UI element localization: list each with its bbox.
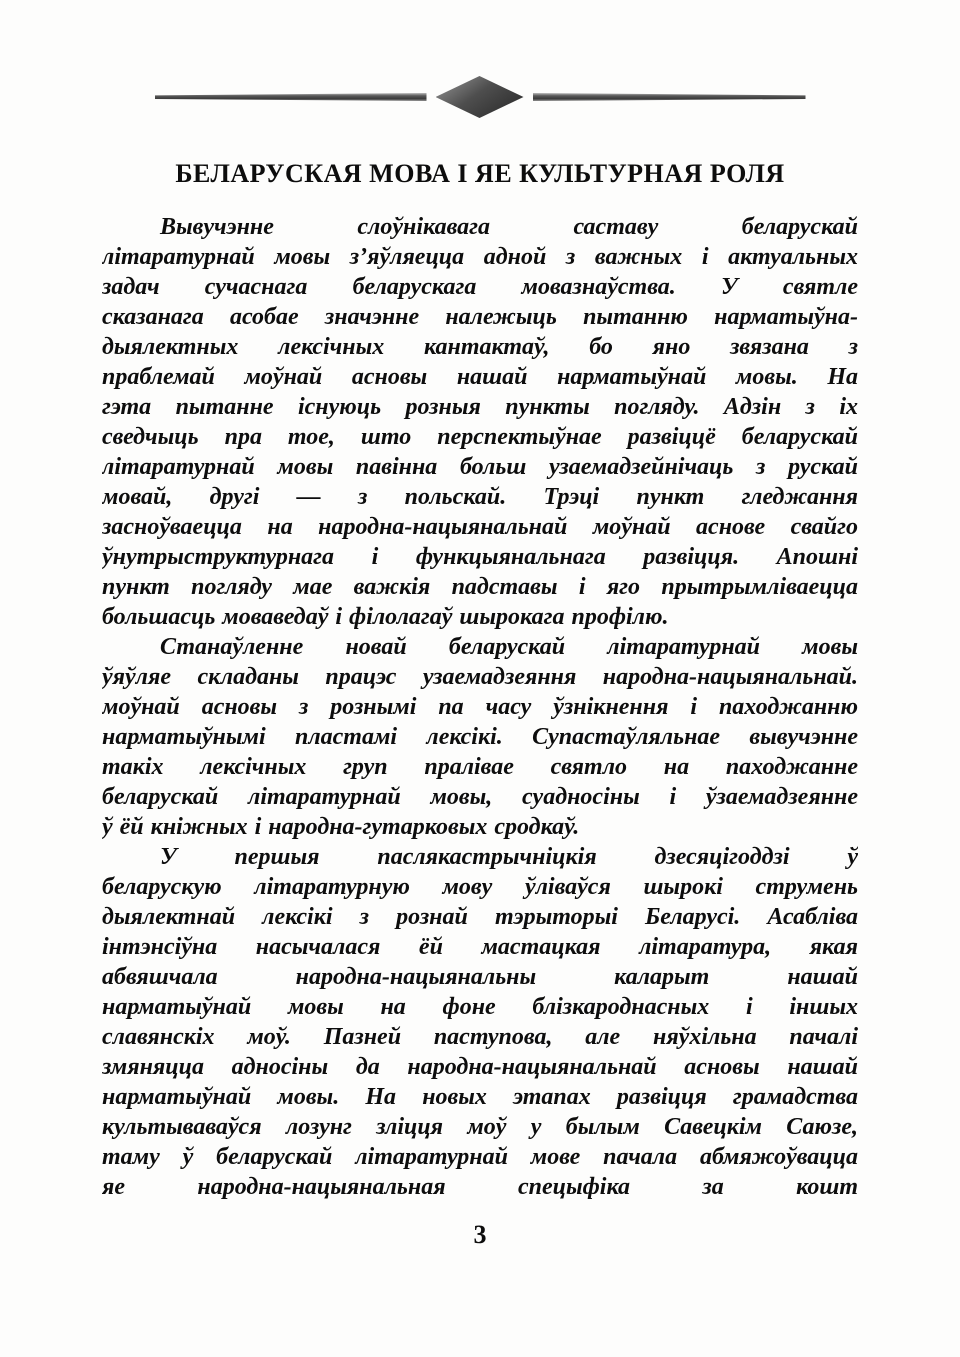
paragraph (102, 212, 858, 632)
text-line: нарматыўнай мовы на фоне блізкароднасных і іншых (102, 994, 858, 1020)
text-line: славянскіх моў. Пазней паступова, але няўхільна пачалі (102, 1024, 858, 1050)
text-line: ў ёй кніжных і народна-гутарковых сродкаў. (102, 814, 580, 840)
text-line: сведчыць пра тое, што перспектыўнае развіццё беларускай (102, 424, 858, 450)
text-line: ўяўляе складаны працэс узаемадзеяння народна-нацыянальнай. (102, 664, 858, 690)
text-line: пункт погляду мае важкія падставы і яго прытрымліваецца (102, 574, 858, 600)
paragraph (102, 842, 858, 1202)
text-line: ўнутрыструктурнага і функцыянальнага развіцця. Апошні (102, 544, 858, 570)
text-line: мовай, другі — з польскай. Трэці пункт гледжання (102, 484, 858, 510)
text-line: такіх лексічных груп пралівае святло на паходжанне (102, 754, 858, 780)
text-line: У першыя паслякастрычніцкія дзесяцігоддзі ў (160, 844, 858, 870)
text-line: гэта пытанне існуюць розныя пункты погляду. Адзін з іх (102, 394, 858, 420)
text-line: засноўваецца на народна-нацыянальнай моўнай аснове свайго (102, 514, 858, 540)
divider-left-rule (155, 93, 427, 101)
text-line: культываваўся лозунг зліцця моў у былым Савецкім Саюзе, (102, 1114, 858, 1140)
text-line: сказанага асобае значэнне належыць пытанню нарматыўна- (102, 304, 858, 330)
text-line: задач сучаснага беларускага мовазнаўства. У святле (102, 274, 858, 300)
text-line: таму ў беларускай літаратурнай мове пачала абмяжоўвацца (102, 1144, 858, 1170)
text-line: літаратурнай мовы з’яўляецца адной з важных і актуальных (102, 244, 858, 270)
page-number: 3 (473, 1220, 487, 1249)
text-line: праблемай моўнай асновы нашай нарматыўнай мовы. На (102, 364, 858, 390)
text-line: абвяшчала народна-нацыянальны каларыт нашай (102, 964, 858, 990)
divider-diamond-icon (436, 76, 524, 118)
text-line: моўнай асновы з рознымі па часу ўзнікнення і паходжанню (102, 694, 858, 720)
text-line: дыялектнай лексікі з рознай тэрыторыі Беларусі. Асабліва (102, 904, 858, 930)
text-line: беларускую літаратурную мову ўліваўся шырокі струмень (102, 874, 858, 900)
divider-right-rule (533, 93, 806, 101)
text-line: дыялектных лексічных кантактаў, бо яно звязана з (102, 334, 858, 360)
text-line: нарматыўнымі пластамі лексікі. Супастаўляльнае вывучэнне (102, 724, 858, 750)
text-line: змяняцца адносіны да народна-нацыянальнай асновы нашай (102, 1054, 858, 1080)
text-line: інтэнсіўна насычалася ёй мастацкая літаратура, якая (102, 934, 858, 960)
paragraph (102, 632, 858, 842)
text-line: літаратурнай мовы павінна больш узаемадзейнічаць з рускай (102, 454, 858, 480)
page-title: БЕЛАРУСКАЯ МОВА І ЯЕ КУЛЬТУРНАЯ РОЛЯ (175, 159, 785, 189)
text-line: Станаўленне новай беларускай літаратурнай мовы (160, 634, 858, 660)
body-text (102, 212, 858, 1202)
section-divider (0, 76, 960, 118)
text-line: нарматыўнай мовы. На новых этапах развіцця грамадства (102, 1084, 858, 1110)
text-line: беларускай літаратурнай мовы, суадносіны і ўзаемадзеянне (102, 784, 858, 810)
text-line: Вывучэнне слоўнікавага саставу беларускай (160, 214, 858, 240)
text-line: яе народна-нацыянальная спецыфіка за кошт (102, 1174, 858, 1200)
text-line: большасць моваведаў і філолагаў шырокага профілю. (102, 604, 669, 630)
